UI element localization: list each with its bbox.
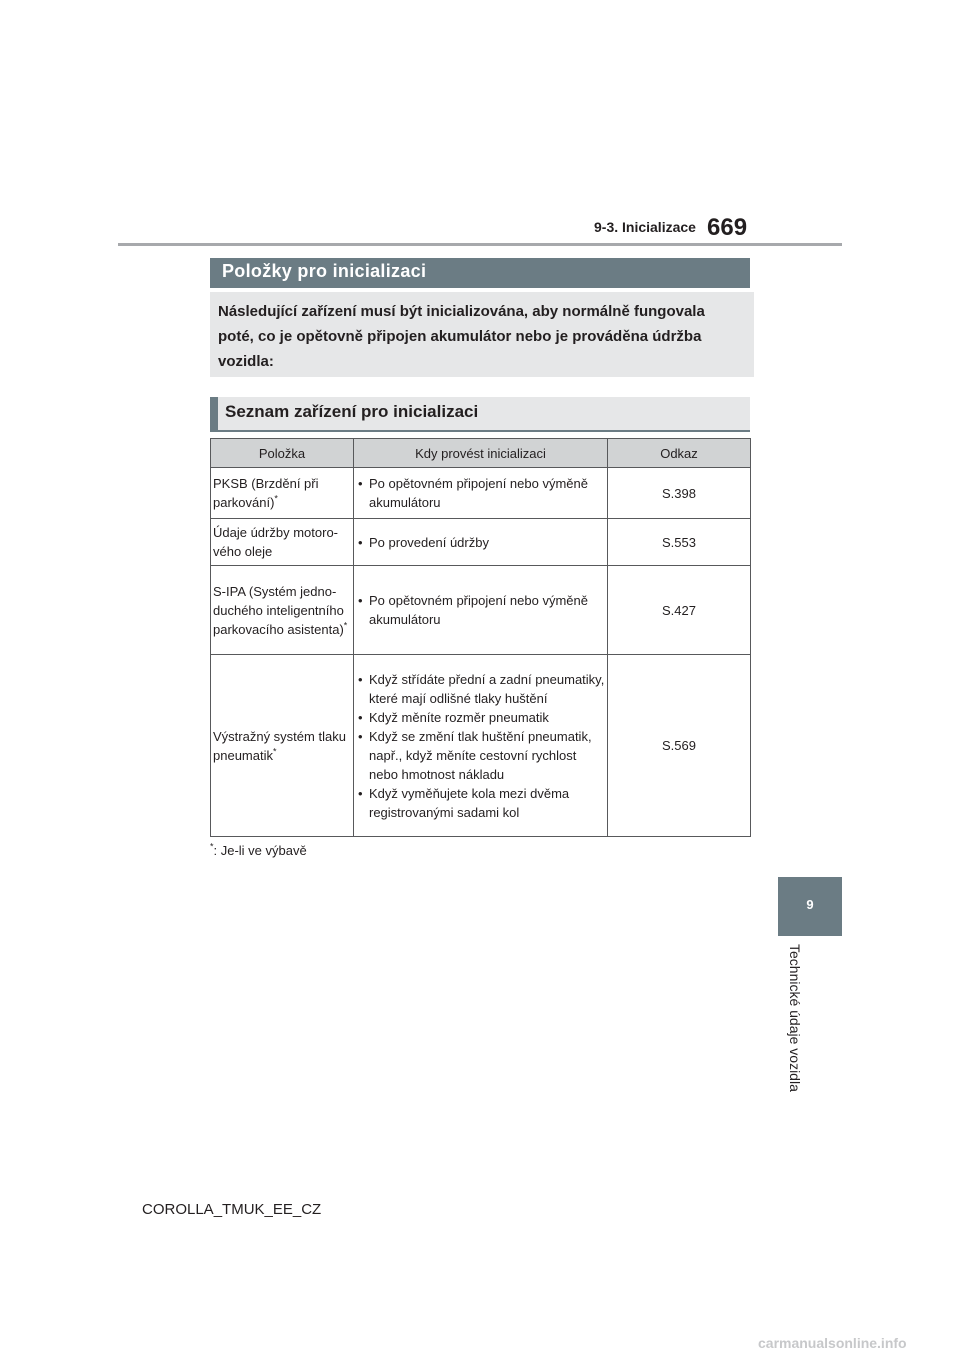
section-header: 9-3. Inicializace	[594, 219, 696, 235]
intro-text: Následující zařízení musí být inicializována, aby normálně fungovala poté, co je opětovně připojen akumulátor nebo je prováděna údržba vozidla:	[218, 303, 705, 370]
table-header-row	[211, 439, 751, 468]
item-text: Údaje údržby motorového oleje	[213, 525, 339, 559]
subsection-accent	[210, 397, 218, 430]
watermark: carmanualsonline.info	[758, 1335, 907, 1351]
subsection-heading: Seznam zařízení pro inicializaci	[225, 402, 479, 421]
list-item: • Když střídáte přední a zadní pneumatiky, které mají odlišné tlaky huštění	[356, 670, 605, 708]
document-code: COROLLA_TMUK_EE_CZ	[142, 1201, 322, 1218]
intro-box	[210, 292, 754, 377]
table-row	[211, 468, 751, 519]
reference-link: S.427	[608, 566, 751, 655]
footnote	[210, 843, 307, 858]
when-cell	[354, 519, 608, 566]
footnote-mark: *	[210, 841, 214, 852]
footnote-mark: *	[274, 493, 278, 504]
page-title-bar	[210, 258, 750, 288]
item-text: Výstražný systém tlaku pneumatik	[213, 728, 346, 763]
item-cell	[211, 566, 354, 655]
footnote-mark: *	[272, 746, 277, 757]
footnote-mark: *	[343, 620, 348, 631]
item-cell	[211, 468, 354, 519]
reference-link: S.569	[608, 655, 751, 837]
page-title: Položky pro inicializaci	[222, 261, 427, 281]
when-cell	[354, 566, 608, 655]
initialization-table	[210, 438, 751, 837]
item-text: S-IPA (Systém jednoduchého inteligentního parkovacího asistenta)	[213, 583, 344, 637]
list-item: • Po opětovném připojení nebo výměně akumulátoru	[356, 591, 605, 629]
when-cell	[354, 655, 608, 837]
chapter-tab	[778, 877, 842, 936]
header-divider	[118, 243, 842, 246]
chapter-label-box	[787, 944, 807, 1114]
table-row	[211, 519, 751, 566]
list-item: • Když měníte rozměr pneumatik	[356, 708, 605, 727]
when-cell	[354, 468, 608, 519]
column-header: Kdy provést inicializaci	[354, 439, 608, 468]
list-item: • Po opětovném připojení nebo výměně akumulátoru	[356, 474, 605, 512]
table-row	[211, 655, 751, 837]
chapter-label: Technické údaje vozidla	[787, 944, 803, 1092]
reference-link: S.398	[608, 468, 751, 519]
page-number: 669	[707, 214, 748, 241]
list-item: • Když vyměňujete kola mezi dvěma registrovanými sadami kol	[356, 784, 605, 822]
item-text: PKSB (Brzdění při parkování)	[213, 476, 319, 510]
reference-link: S.553	[608, 519, 751, 566]
item-cell	[211, 655, 354, 837]
chapter-number: 9	[806, 897, 814, 912]
footnote-text: : Je-li ve výbavě	[213, 843, 307, 858]
list-item: • Po provedení údržby	[356, 533, 605, 552]
table-row	[211, 566, 751, 655]
column-header: Položka	[211, 439, 354, 468]
subsection-heading-bar	[210, 397, 750, 432]
item-cell	[211, 519, 354, 566]
list-item: • Když se změní tlak huštění pneumatik, např., když měníte cestovní rychlost nebo hmotnost nákladu	[356, 727, 605, 784]
column-header: Odkaz	[608, 439, 751, 468]
